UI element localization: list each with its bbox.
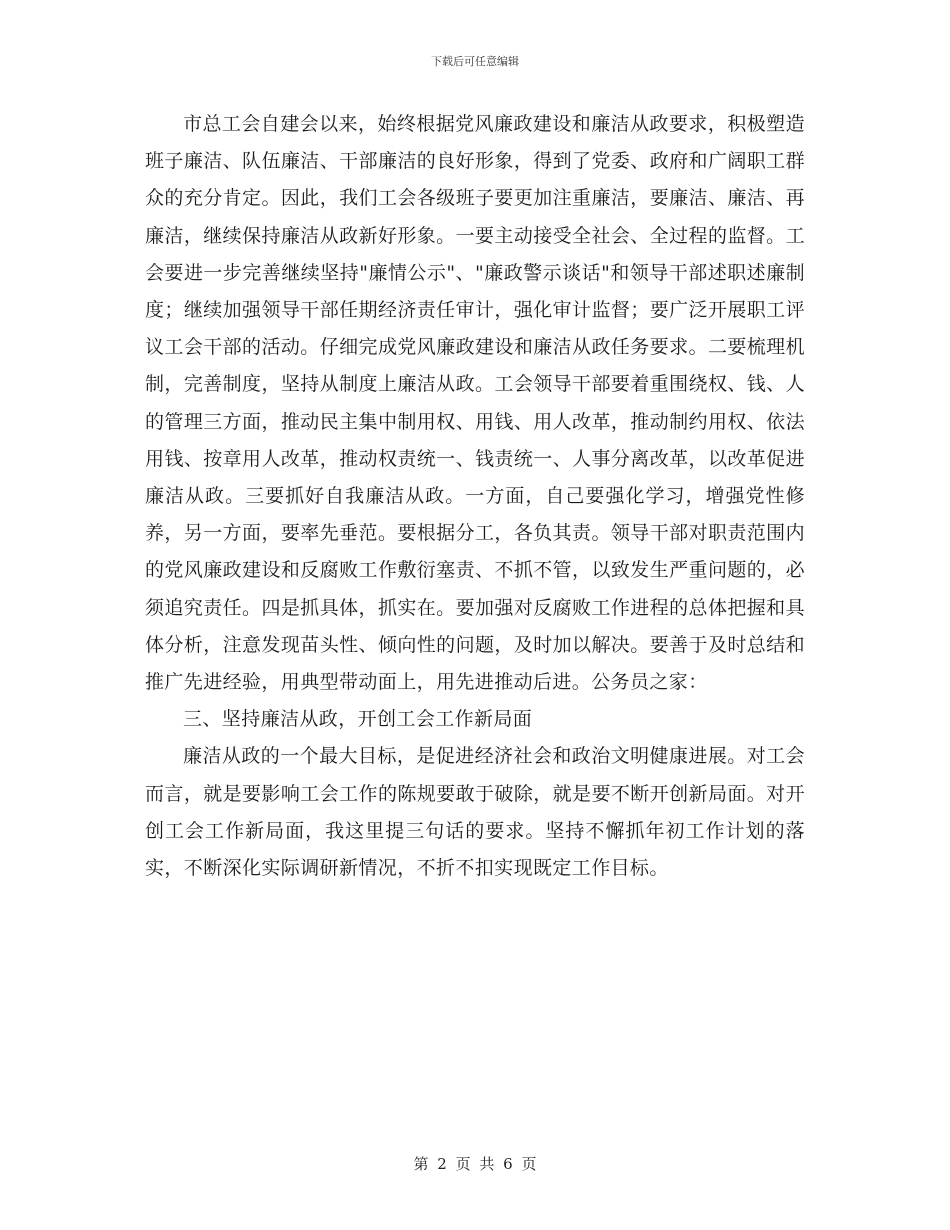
page-number-footer: 第 2 页 共 6 页 (413, 1155, 537, 1173)
body-paragraph-1: 市总工会自建会以来，始终根据党风廉政建设和廉洁从政要求，积极塑造班子廉洁、队伍廉洁、干部廉洁的良好形象，得到了党委、政府和广阔职工群众的充分肯定。因此，我们工会各级班子要更加注重廉洁，要廉洁、廉洁、再廉洁，继续保持廉洁从政新好形象。一要主动接受全社会、全过程的监督。工会要进一步完善继续坚持"廉情公示"、"廉政警示谈话"和领导干部述职述廉制度；继续加强领导干部任期经济责任审计，强化审计监督；要广泛开展职工评议工会干部的活动。仔细完成党风廉政建设和廉洁从政任务要求。二要梳理机制，完善制度，坚持从制度上廉洁从政。工会领导干部要着重围绕权、钱、人的管理三方面，推动民主集中制用权、用钱、用人改革，推动制约用权、依法用钱、按章用人改革，推动权责统一、钱责统一、人事分离改革，以改革促进廉洁从政。三要抓好自我廉洁从政。一方面，自己要强化学习，增强党性修养，另一方面，要率先垂范。要根据分工，各负其责。领导干部对职责范围内的党风廉政建设和反腐败工作敷衍塞责、不抓不管，以致发生严重问题的，必须追究责任。四是抓具体，抓实在。要加强对反腐败工作进程的总体把握和具体分析，注意发现苗头性、倾向性的问题，及时加以解决。要善于及时总结和推广先进经验，用典型带动面上，用先进推动后进。公务员之家： (145, 113, 805, 694)
section-heading: 三、坚持廉洁从政，开创工会工作新局面 (183, 708, 533, 731)
page-header-note: 下载后可任意编辑 (431, 55, 519, 68)
document-body (145, 106, 805, 887)
body-paragraph-2: 廉洁从政的一个最大目标，是促进经济社会和政治文明健康进展。对工会而言，就是要影响工会工作的陈规要敢于破除，就是要不断开创新局面。对开创工会工作新局面，我这里提三句话的要求。坚持不懈抓年初工作计划的落实，不断深化实际调研新情况，不折不扣实现既定工作目标。 (145, 745, 805, 880)
